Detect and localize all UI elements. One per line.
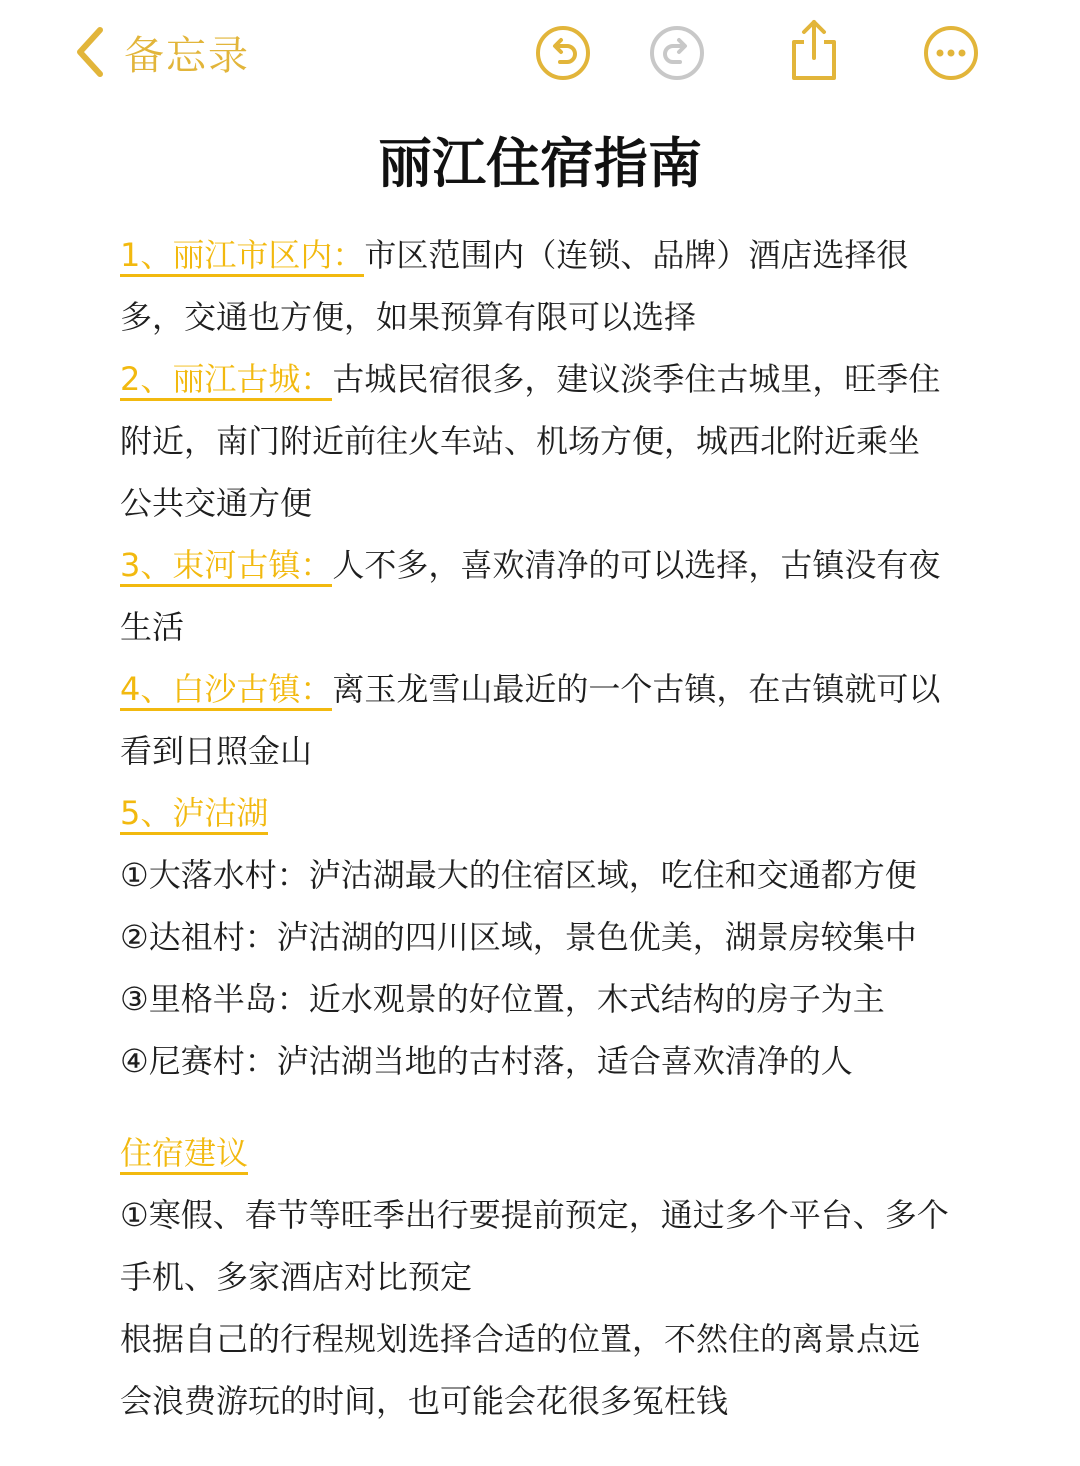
section-shuhe-text: 人不多，喜欢清净的可以选择，古镇没有夜生活 — [120, 546, 941, 646]
note-title: 丽江住宿指南 — [378, 132, 702, 195]
back-button[interactable] — [72, 22, 250, 82]
chevron-left-icon — [72, 26, 106, 78]
lugu-item: ②达祖村：泸沽湖的四川区域，景色优美，湖景房较集中 — [120, 918, 917, 956]
link-lugu[interactable]: 5、泸沽湖 — [120, 794, 268, 835]
share-icon — [786, 18, 842, 82]
undo-icon — [534, 24, 592, 82]
back-label: 备忘录 — [124, 32, 250, 79]
more-icon — [922, 24, 980, 82]
spacer — [120, 1092, 950, 1122]
advice-item: ①寒假、春节等旺季出行要提前预定，通过多个平台、多个手机、多家酒店对比预定 — [120, 1196, 949, 1296]
lugu-item: ③里格半岛：近水观景的好位置，木式结构的房子为主 — [120, 980, 885, 1018]
section-baisha-text: 离玉龙雪山最近的一个古镇，在古镇就可以看到日照金山 — [120, 670, 941, 770]
link-advice[interactable]: 住宿建议 — [120, 1134, 248, 1175]
note-body[interactable] — [120, 224, 950, 1432]
section-baisha — [120, 658, 950, 782]
redo-icon — [648, 24, 706, 82]
section-shuhe — [120, 534, 950, 658]
share-button[interactable] — [786, 18, 842, 82]
link-old-town[interactable]: 2、丽江古城： — [120, 360, 332, 401]
link-urban[interactable]: 1、丽江市区内： — [120, 236, 364, 277]
section-urban-text: 市区范围内（连锁、品牌）酒店选择很多，交通也方便，如果预算有限可以选择 — [120, 236, 909, 336]
link-shuhe[interactable]: 3、束河古镇： — [120, 546, 332, 587]
section-old-town — [120, 348, 950, 534]
section-old-town-text: 古城民宿很多，建议淡季住古城里，旺季住附近，南门附近前往火车站、机场方便，城西北附近乘坐公共交通方便 — [120, 360, 941, 522]
lugu-item: ①大落水村：泸沽湖最大的住宿区域，吃住和交通都方便 — [120, 856, 917, 894]
section-advice-heading — [120, 1122, 950, 1184]
redo-button[interactable] — [648, 24, 706, 82]
advice-item: 根据自己的行程规划选择合适的位置，不然住的离景点远会浪费游玩的时间，也可能会花很多冤枉钱 — [120, 1320, 921, 1420]
top-nav-bar — [0, 0, 1080, 104]
link-baisha[interactable]: 4、白沙古镇： — [120, 670, 332, 711]
section-lugu-heading — [120, 782, 950, 844]
undo-button[interactable] — [534, 24, 592, 82]
more-button[interactable] — [922, 24, 980, 82]
lugu-item: ④尼赛村：泸沽湖当地的古村落，适合喜欢清净的人 — [120, 1042, 853, 1080]
section-urban — [120, 224, 950, 348]
